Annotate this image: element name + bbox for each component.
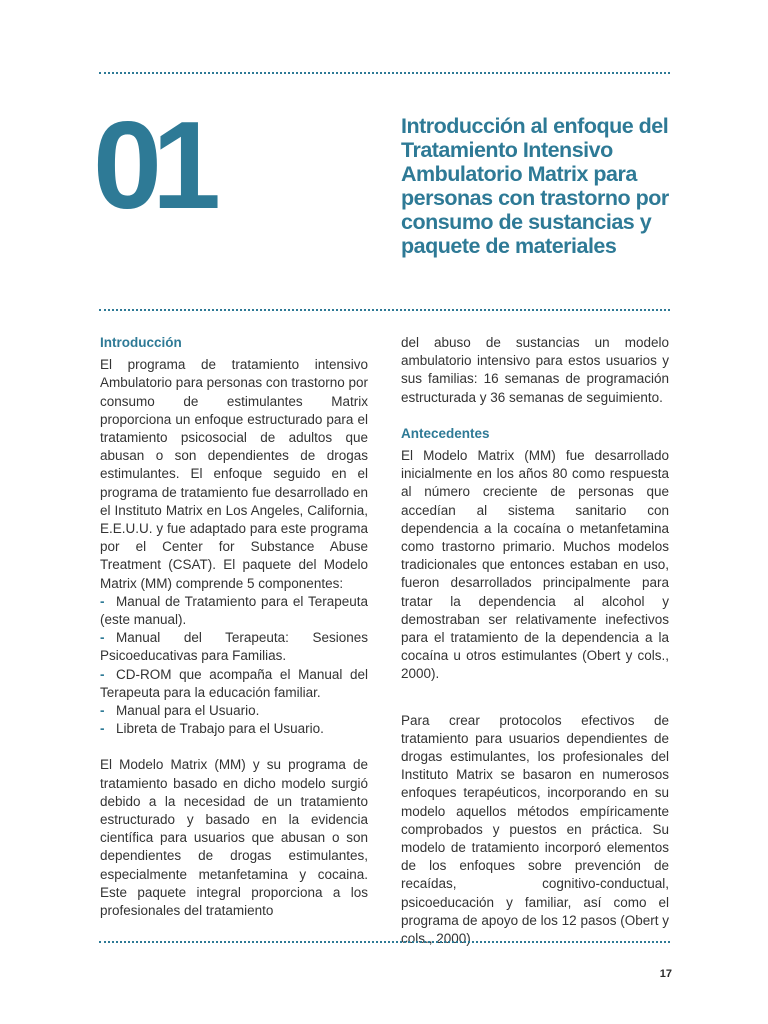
left-column bbox=[100, 334, 368, 920]
list-item-text: Libreta de Trabajo para el Usuario. bbox=[116, 721, 324, 737]
list-item bbox=[100, 629, 368, 665]
list-dash: - bbox=[100, 666, 105, 682]
list-item bbox=[100, 702, 368, 720]
top-dotted-rule bbox=[99, 72, 670, 74]
chapter-number: 01 bbox=[93, 97, 211, 235]
list-dash: - bbox=[100, 593, 105, 609]
list-item bbox=[100, 720, 368, 738]
list-item-text: CD-ROM que acompaña el Manual del Terapeuta para la educación familiar. bbox=[100, 666, 368, 700]
intro-continuation: del abuso de sustancias un modelo ambulatorio intensivo para estos usuarios y sus familias: 16 semanas de programación estructurada y 36 semanas de seguimiento. bbox=[401, 335, 669, 405]
chapter-title: Introducción al enfoque del Tratamiento Intensivo Ambulatorio Matrix para personas con trastorno por consumo de sustancias y paquete de materiales bbox=[401, 114, 669, 258]
bottom-dotted-rule bbox=[99, 941, 670, 943]
intro-heading: Introducción bbox=[100, 335, 182, 350]
page-number: 17 bbox=[659, 968, 672, 980]
middle-dotted-rule bbox=[99, 309, 670, 311]
list-dash: - bbox=[100, 721, 105, 737]
list-dash: - bbox=[100, 630, 105, 646]
list-item bbox=[100, 666, 368, 702]
right-column bbox=[401, 334, 669, 948]
background-paragraph-2: Para crear protocolos efectivos de tratamiento para usuarios dependientes de drogas estimulantes, los profesionales del Instituto Matrix se basaron en numerosos enfoques terapéuticos, incorporando en su modelo aquellos métodos empíricamente comprobados y puestos en práctica. Su modelo de tratamiento incorporó elementos de los enfoques sobre prevención de recaídas, cognitivo-conductual, psicoeducación y familiar, así como el programa de apoyo de los 12 pasos (Obert y cols., 2000). bbox=[401, 712, 669, 947]
list-item-text: Manual de Tratamiento para el Terapeuta (este manual). bbox=[100, 593, 368, 628]
list-item bbox=[100, 593, 368, 629]
list-item-text: Manual para el Usuario. bbox=[116, 703, 260, 719]
list-dash: - bbox=[100, 703, 105, 719]
background-heading: Antecedentes bbox=[401, 425, 490, 441]
intro-paragraph-2: El Modelo Matrix (MM) y su programa de tratamiento basado en dicho modelo surgió debido a la necesidad de un tratamiento estructurado y basado en la evidencia científica para usuarios que abusan o son dependientes de drogas estimulantes, especialmente metanfetamina y cocaina. Este paquete integral proporciona a los profesionales del tratamiento bbox=[100, 757, 368, 919]
components-list bbox=[100, 593, 368, 739]
background-paragraph-1: El Modelo Matrix (MM) fue desarrollado inicialmente en los años 80 como respuesta al número creciente de personas que accedían al sistema sanitario con dependencia a la cocaína o metanfetamina como trastorno primario. Muchos modelos tradicionales que entonces estaban en uso, fueron desarrollados principalmente para tratar la dependencia al alcohol y demostraban ser relativamente inefectivos para el tratamiento de la dependencia a la cocaína u otros estimulantes (Obert y cols., 2000). bbox=[401, 448, 669, 682]
intro-paragraph-1: El programa de tratamiento intensivo Ambulatorio para personas con trastorno por consumo de estimulantes Matrix proporciona un enfoque estructurado para el tratamiento psicosocial de adultos que abusan o son dependientes de drogas estimulantes. El enfoque seguido en el programa de tratamiento fue desarrollado en el Instituto Matrix en Los Angeles, California, E.E.U.U. y fue adaptado para este programa por el Center for Substance Abuse Treatment (CSAT). El paquete del Modelo Matrix (MM) comprende 5 componentes: bbox=[100, 357, 368, 591]
list-item-text: Manual del Terapeuta: Sesiones Psicoeducativas para Familias. bbox=[100, 630, 368, 664]
